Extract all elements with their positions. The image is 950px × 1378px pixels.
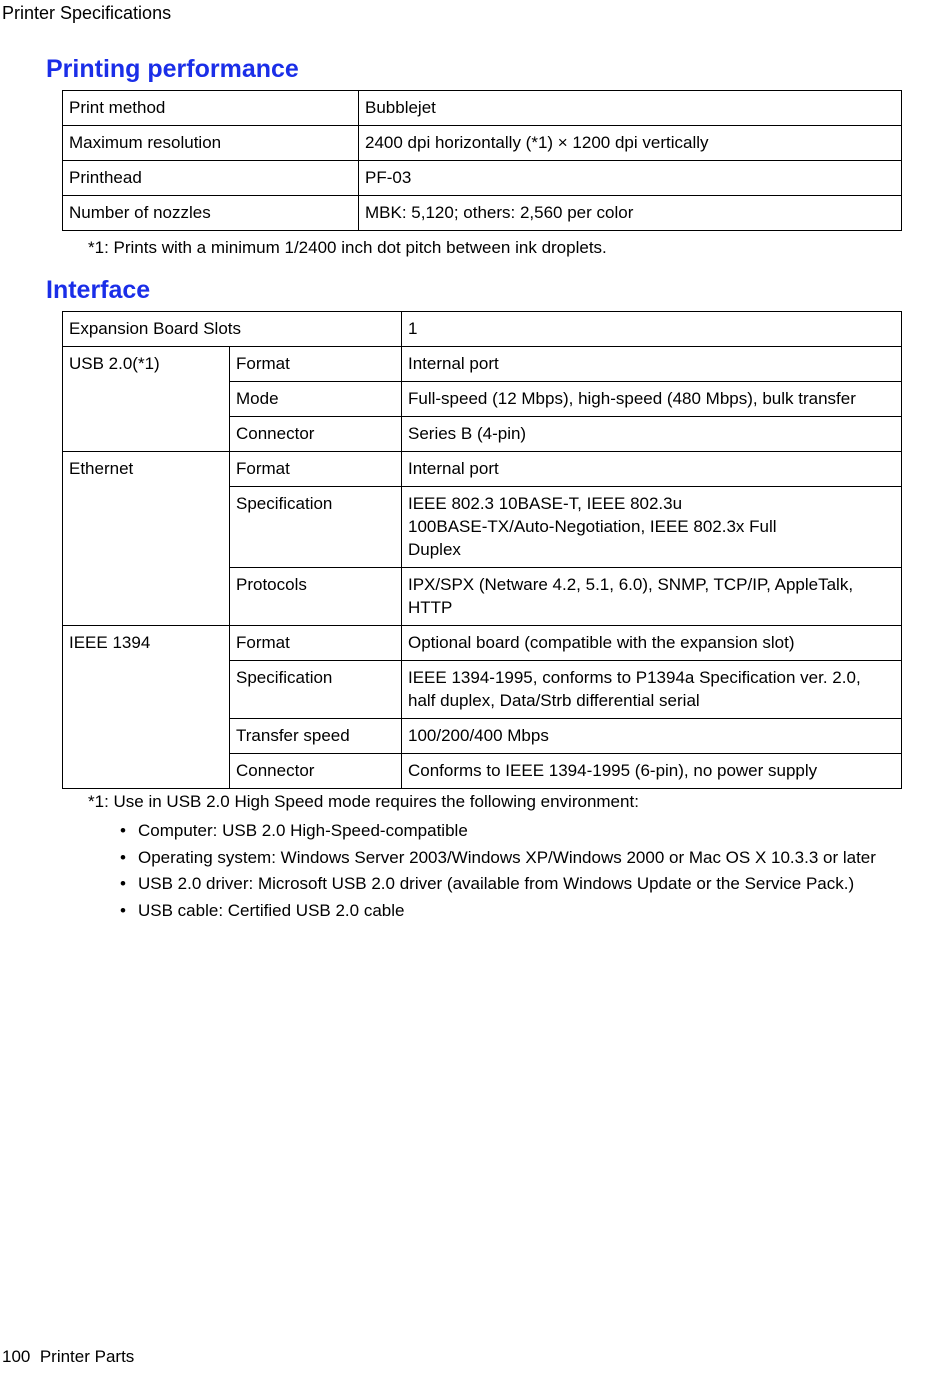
interface-heading: Interface	[46, 276, 151, 304]
table-row	[63, 91, 902, 126]
value-line: 100BASE-TX/Auto-Negotiation, IEEE 802.3x Full	[408, 517, 777, 536]
list-item	[120, 818, 876, 845]
spec-value: Full-speed (12 Mbps), high-speed (480 Mbps), bulk transfer	[402, 382, 902, 417]
spec-label: Connector	[230, 754, 402, 789]
spec-label: Expansion Board Slots	[63, 312, 402, 347]
bullet-icon: •	[120, 874, 126, 893]
value-line: IEEE 802.3 10BASE-T, IEEE 802.3u	[408, 494, 683, 513]
list-item-text: Computer: USB 2.0 High-Speed-compatible	[138, 821, 468, 840]
printing-performance-table	[62, 90, 902, 231]
printing-footnote: *1: Prints with a minimum 1/2400 inch dot pitch between ink droplets.	[88, 238, 607, 257]
footer-section: Printer Parts	[39, 1347, 135, 1366]
table-row	[63, 626, 902, 661]
spec-label: Specification	[230, 661, 402, 719]
spec-label: Mode	[230, 382, 402, 417]
running-header: Printer Specifications	[2, 3, 172, 23]
spec-label: Protocols	[230, 568, 402, 626]
value-line: Duplex	[408, 540, 461, 559]
group-label-ieee1394: IEEE 1394	[63, 626, 230, 789]
spec-value	[402, 487, 902, 568]
spec-label: Connector	[230, 417, 402, 452]
spec-value	[402, 568, 902, 626]
spec-value	[402, 661, 902, 719]
group-label-ethernet: Ethernet	[63, 452, 230, 626]
spec-value: MBK: 5,120; others: 2,560 per color	[359, 196, 902, 231]
spec-label: Format	[230, 452, 402, 487]
value-line: IEEE 1394-1995, conforms to P1394a Specification ver. 2.0,	[408, 668, 861, 687]
spec-value: Internal port	[402, 347, 902, 382]
bullet-icon: •	[120, 847, 126, 867]
spec-label: Specification	[230, 487, 402, 568]
page-footer	[2, 1347, 134, 1367]
spec-label: Print method	[63, 91, 359, 126]
spec-value: Optional board (compatible with the expansion slot)	[402, 626, 902, 661]
page-number: 100	[2, 1347, 31, 1366]
spec-value: Internal port	[402, 452, 902, 487]
list-item	[120, 871, 876, 898]
table-row	[63, 196, 902, 231]
spec-label: Transfer speed	[230, 719, 402, 754]
spec-label: Number of nozzles	[63, 196, 359, 231]
value-line: half duplex, Data/Strb differential serial	[408, 691, 700, 710]
value-line: IPX/SPX (Netware 4.2, 5.1, 6.0), SNMP, TCP/IP, AppleTalk,	[408, 575, 854, 594]
bullet-icon: •	[120, 900, 126, 920]
interface-table	[62, 311, 902, 789]
list-item-text: USB 2.0 driver: Microsoft USB 2.0 driver (available from Windows Update or the Service Pack.)	[138, 874, 855, 893]
spec-label: Format	[230, 626, 402, 661]
spec-label: Maximum resolution	[63, 126, 359, 161]
value-line: HTTP	[408, 598, 453, 617]
list-item-text: Operating system: Windows Server 2003/Windows XP/Windows 2000 or Mac OS X 10.3.3 or later	[138, 847, 876, 867]
list-item	[120, 898, 876, 925]
spec-value: PF-03	[359, 161, 902, 196]
spec-value: 2400 dpi horizontally (*1) × 1200 dpi vertically	[359, 126, 902, 161]
spec-value: Bubblejet	[359, 91, 902, 126]
bullet-icon: •	[120, 821, 126, 840]
requirements-list	[120, 818, 876, 924]
table-row	[63, 312, 902, 347]
table-row	[63, 161, 902, 196]
printing-performance-heading: Printing performance	[46, 55, 299, 83]
spec-value: Series B (4-pin)	[402, 417, 902, 452]
table-row	[63, 126, 902, 161]
interface-footnote: *1: Use in USB 2.0 High Speed mode requires the following environment:	[88, 792, 639, 811]
spec-label: Format	[230, 347, 402, 382]
table-row	[63, 452, 902, 487]
spec-value: Conforms to IEEE 1394-1995 (6-pin), no power supply	[402, 754, 902, 789]
spec-label: Printhead	[63, 161, 359, 196]
list-item-text: USB cable: Certified USB 2.0 cable	[138, 900, 405, 920]
list-item	[120, 845, 876, 872]
spec-value: 100/200/400 Mbps	[402, 719, 902, 754]
group-label-usb: USB 2.0(*1)	[63, 347, 230, 452]
spec-value: 1	[402, 312, 902, 347]
table-row	[63, 347, 902, 382]
